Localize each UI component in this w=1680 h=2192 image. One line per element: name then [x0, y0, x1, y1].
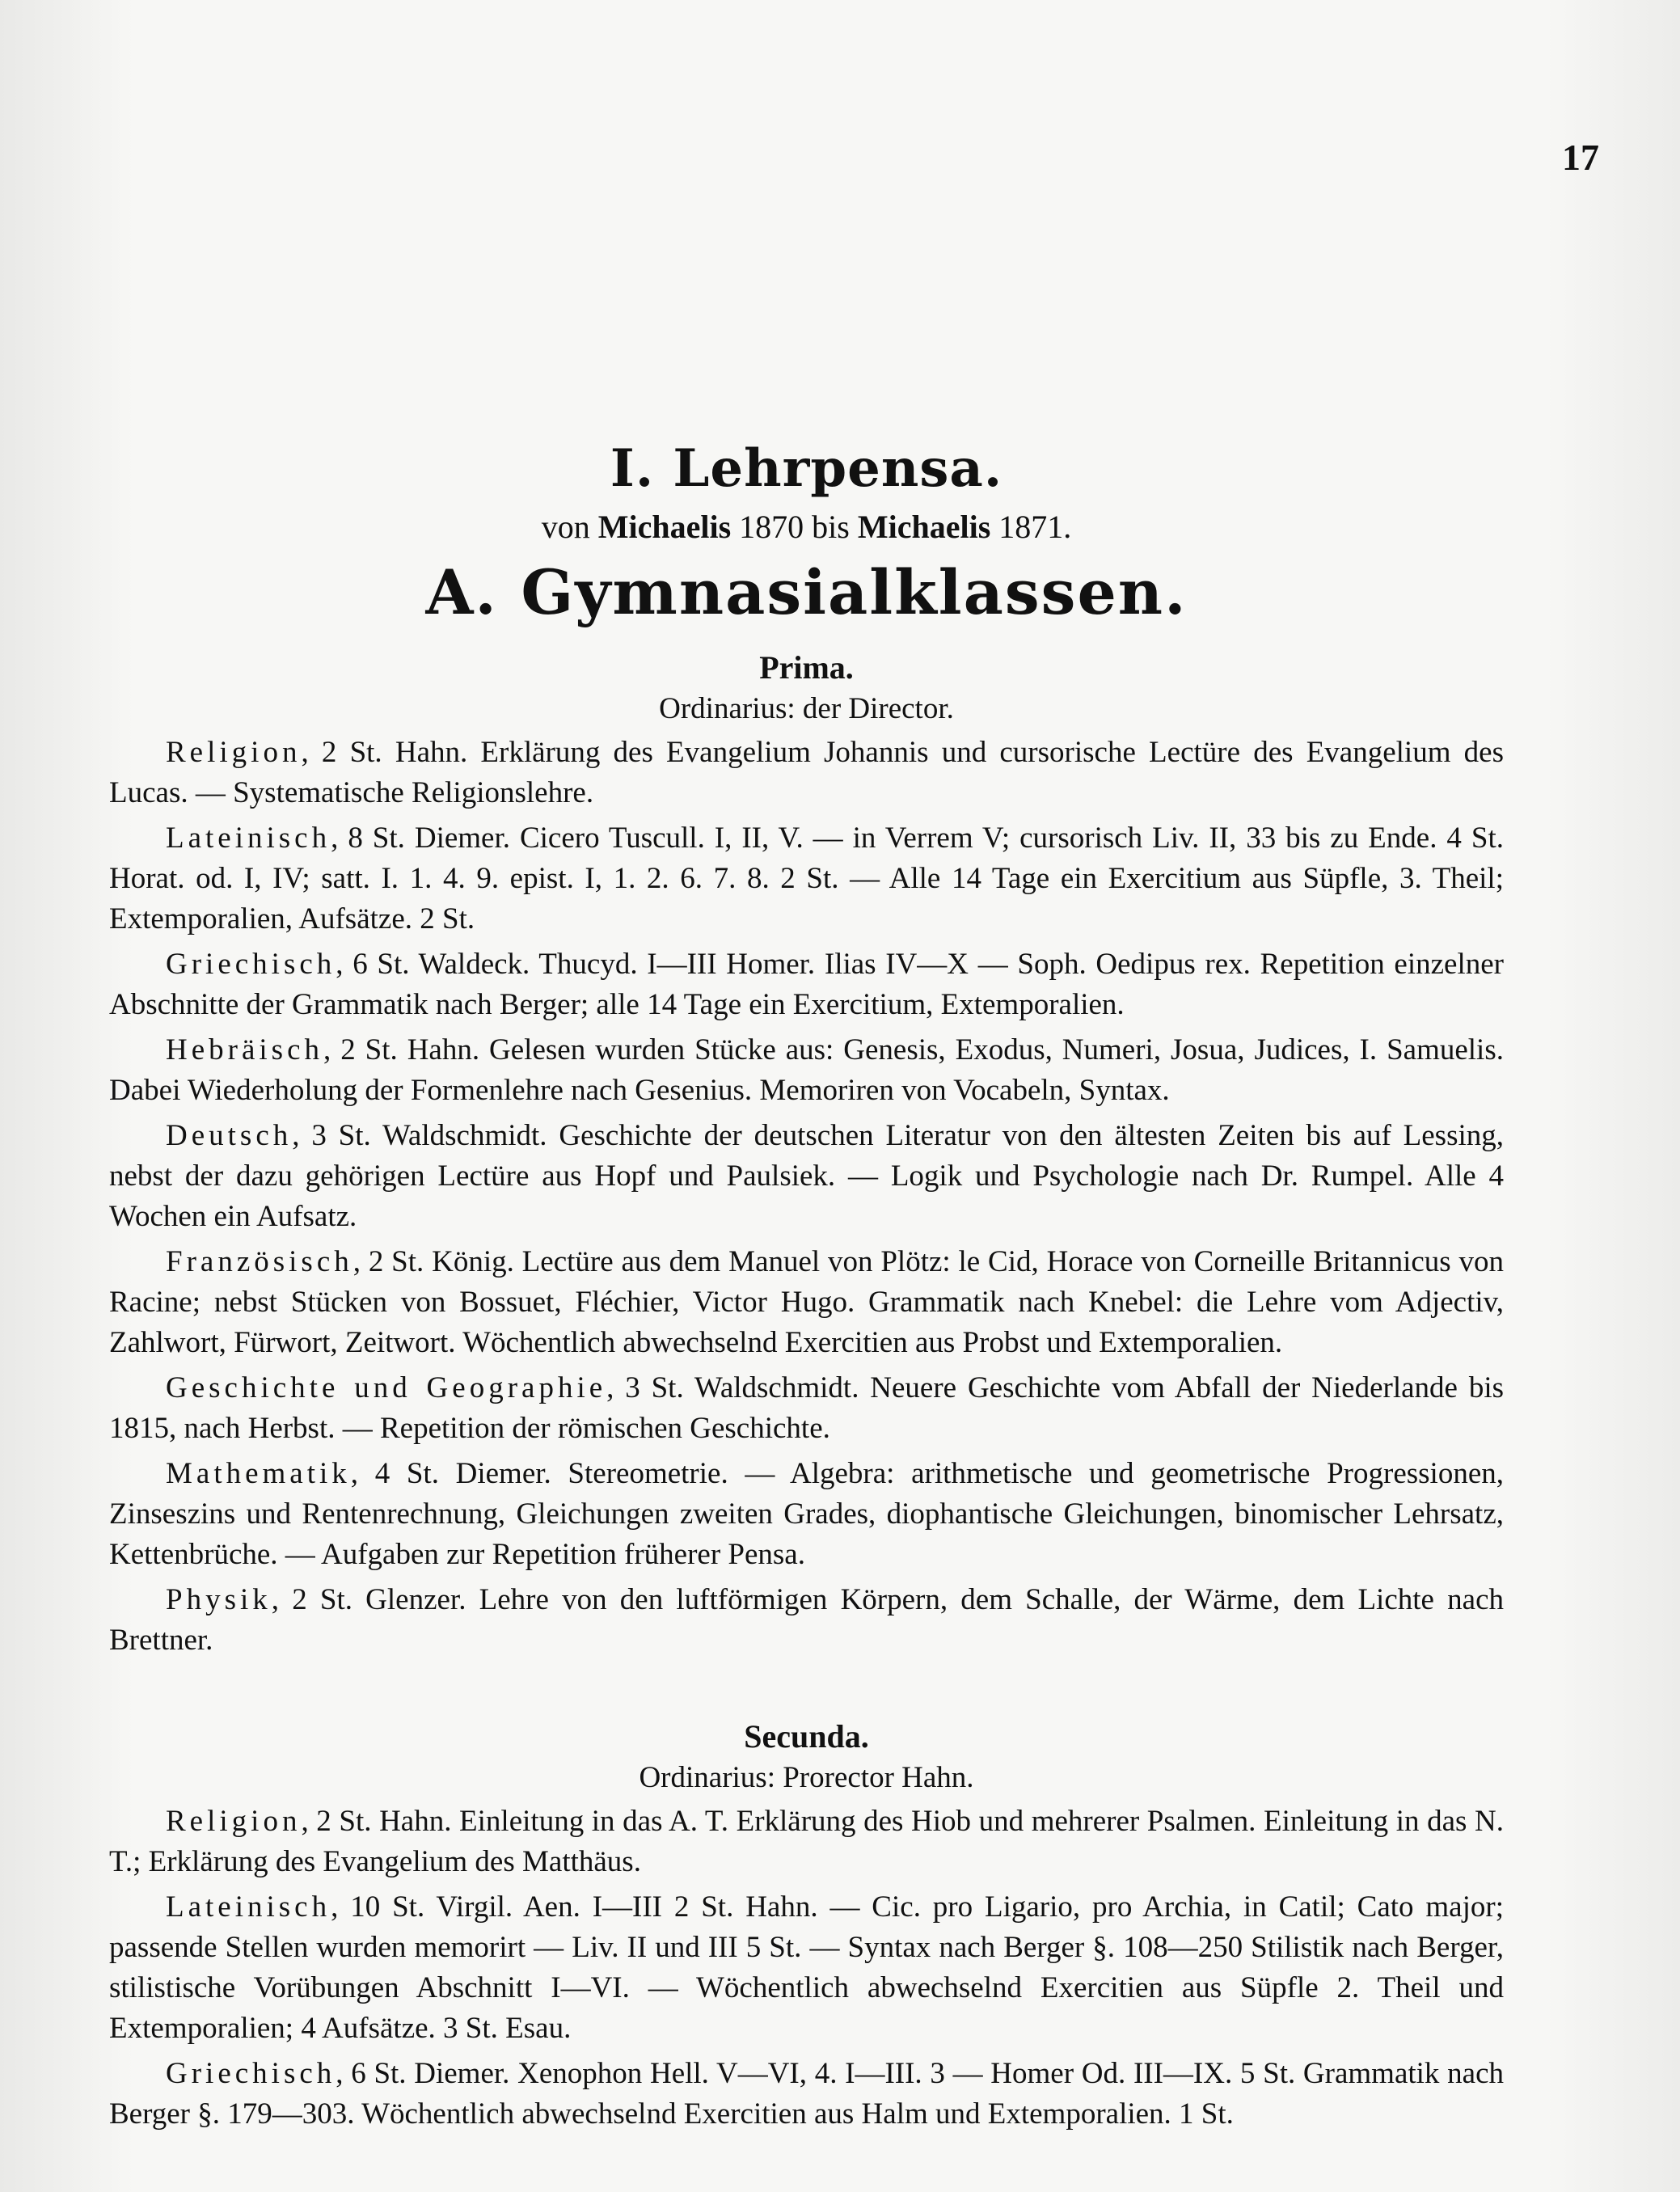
subject-paragraph	[109, 1242, 1504, 1363]
subject-text: , 6 St. Diemer. Xenophon Hell. V—VI, 4. I—III. 3 — Homer Od. III—IX. 5 St. Grammatik nach Berger §. 179—303. Wöchentlich abwechselnd Exercitien aus Halm und Extemporalien. 1 St.	[109, 2057, 1504, 2131]
subject-text: , 3 St. Waldschmidt. Neuere Geschichte vom Abfall der Niederlande bis 1815, nach Herbst. — Repetition der römischen Geschichte.	[109, 1371, 1504, 1445]
text-column	[109, 437, 1504, 2139]
ordinarius-secunda: Ordinarius: Prorector Hahn.	[639, 1761, 974, 1794]
subject-text: , 4 St. Diemer. Stereometrie. — Algebra: arithmetische und geometrische Progressionen, Zinseszins und Rentenrechnung, Gleichungen zweiten Grades, diophantische Gleichungen, binomischer Lehrsatz, Kettenbrüche. — Aufgaben zur Repetition früherer Pensa.	[109, 1457, 1504, 1571]
subject-paragraph	[109, 1801, 1504, 1882]
subject-name: Lateinisch	[166, 821, 331, 855]
class-heading-prima: Prima.	[759, 649, 854, 686]
subject-name: Religion	[166, 1805, 302, 1838]
subject-name: Griechisch	[166, 948, 336, 981]
date-prefix: von	[541, 509, 590, 545]
section-title: I. Lehrpensa.	[610, 438, 1003, 499]
section-gap	[109, 1666, 1504, 1716]
subject-text: , 2 St. Hahn. Einleitung in das A. T. Erklärung des Hiob und mehrerer Psalmen. Einleitung in das N. T.; Erklärung des Evangelium des Matthäus.	[109, 1805, 1504, 1878]
subject-paragraph	[109, 1030, 1504, 1111]
subject-paragraph	[109, 1580, 1504, 1661]
subject-name: Mathematik	[166, 1457, 351, 1490]
date-end-name: Michaelis	[857, 509, 991, 545]
subject-text: , 2 St. Glenzer. Lehre von den luftförmigen Körpern, dem Schalle, der Wärme, dem Lichte nach Brettner.	[109, 1583, 1504, 1657]
class-heading-secunda: Secunda.	[744, 1718, 869, 1755]
subject-text: , 2 St. Hahn. Erklärung des Evangelium Johannis und cursorische Lectüre des Evangelium des Lucas. — Systematische Religionslehre.	[109, 736, 1504, 809]
date-start-year: 1870	[739, 509, 804, 545]
subject-text: , 10 St. Virgil. Aen. I—III 2 St. Hahn. — Cic. pro Ligario, pro Archia, in Catil; Cato major; passende Stellen wurden memorirt — Liv. II und III 5 St. — Syntax nach Berger §. 108—250 Stilistik nach Berger, stilistische Vorübungen Abschnitt I—VI. — Wöchentlich abwechselnd Exercitien aus Süpfle 2. Theil und Extemporalien; 4 Aufsätze. 3 St. Esau.	[109, 1890, 1504, 2045]
subject-name: Geschichte und Geographie	[166, 1371, 607, 1404]
subject-text: , 3 St. Waldschmidt. Geschichte der deutschen Literatur von den ältesten Zeiten bis auf Lessing, nebst der dazu gehörigen Lectüre aus Hopf und Paulsiek. — Logik und Psychologie nach Dr. Rumpel. Alle 4 Wochen ein Aufsatz.	[109, 1119, 1504, 1233]
subject-name: Französisch	[166, 1245, 353, 1278]
subject-text: , 2 St. Hahn. Gelesen wurden Stücke aus: Genesis, Exodus, Numeri, Josua, Judices, I. Samuelis. Dabei Wiederholung der Formenlehre nach Gesenius. Memoriren von Vocabeln, Syntax.	[109, 1033, 1504, 1107]
main-heading: A. Gymnasialklassen.	[425, 556, 1188, 628]
subject-name: Lateinisch	[166, 1890, 331, 1924]
subject-text: , 8 St. Diemer. Cicero Tuscull. I, II, V. — in Verrem V; cursorisch Liv. II, 33 bis zu Ende. 4 St. Horat. od. I, IV; satt. I. 1. 4. 9. epist. I, 1. 2. 6. 7. 8. 2 St. — Alle 14 Tage ein Exercitium aus Süpfle, 3. Theil; Extemporalien, Aufsätze. 2 St.	[109, 821, 1504, 936]
subject-paragraph	[109, 1116, 1504, 1237]
date-end-year: 1871.	[998, 509, 1072, 545]
page-number: 17	[1562, 137, 1599, 178]
subject-name: Griechisch	[166, 2057, 336, 2090]
subject-name: Physik	[166, 1583, 272, 1616]
subject-name: Deutsch	[166, 1119, 293, 1152]
date-range	[109, 506, 1504, 548]
subject-paragraph	[109, 1454, 1504, 1575]
subject-paragraph	[109, 818, 1504, 940]
date-start-name: Michaelis	[597, 509, 732, 545]
ordinarius-prima: Ordinarius: der Director.	[659, 692, 954, 725]
subject-text: , 6 St. Waldeck. Thucyd. I—III Homer. Ilias IV—X — Soph. Oedipus rex. Repetition einzelner Abschnitte der Grammatik nach Berger; alle 14 Tage ein Exercitium, Extemporalien.	[109, 948, 1504, 1021]
subject-text: , 2 St. König. Lectüre aus dem Manuel von Plötz: le Cid, Horace von Corneille Britannicus von Racine; nebst Stücken von Bossuet, Fléchier, Victor Hugo. Grammatik nach Knebel: die Lehre vom Adjectiv, Zahlwort, Fürwort, Zeitwort. Wöchentlich abwechselnd Exercitien aus Probst und Extemporalien.	[109, 1245, 1504, 1359]
date-mid: bis	[812, 509, 850, 545]
subject-paragraph	[109, 2054, 1504, 2135]
subject-paragraph	[109, 733, 1504, 813]
subject-paragraph	[109, 944, 1504, 1025]
subject-paragraph	[109, 1368, 1504, 1449]
subject-paragraph	[109, 1887, 1504, 2049]
subject-name: Hebräisch	[166, 1033, 323, 1066]
subject-name: Religion	[166, 736, 302, 769]
